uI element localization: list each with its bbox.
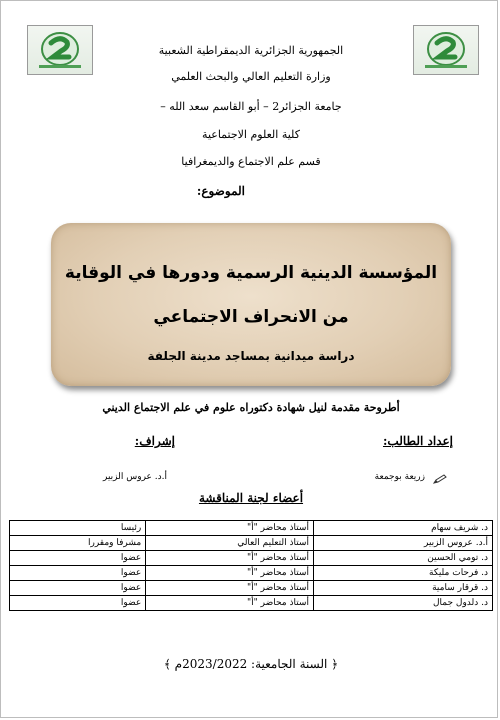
member-role: عضوا — [10, 566, 146, 581]
faculty-name: كلية العلوم الاجتماعية — [202, 128, 300, 141]
member-role: عضوا — [10, 551, 146, 566]
table-row — [10, 581, 493, 596]
student-name: زريعة بوجمعة — [374, 472, 425, 482]
table-row — [10, 596, 493, 611]
committee-title: أعضاء لجنة المناقشة — [198, 491, 304, 505]
member-rank: أستاذ محاضر "أ" — [146, 581, 314, 596]
supervisor-name: أ.د. عروس الزبير — [102, 472, 167, 482]
department-name: قسم علم الاجتماع والديمغرافيا — [181, 155, 321, 168]
member-name: د. شريف سهام — [313, 521, 492, 536]
member-name: أ.د. عروس الزبير — [313, 536, 492, 551]
republic-name: الجمهورية الجزائرية الديمقراطية الشعبية — [158, 44, 344, 57]
table-row — [10, 566, 493, 581]
member-role: رئيسا — [10, 521, 146, 536]
member-name: د. دلدول جمال — [313, 596, 492, 611]
university-name: جامعة الجزائر2 – أبو القاسم سعد الله – — [160, 100, 342, 113]
member-rank: أستاذ محاضر "أ" — [146, 596, 314, 611]
member-rank: أستاذ محاضر "أ" — [146, 551, 314, 566]
member-name: د. تومي الحسين — [313, 551, 492, 566]
student-label: إعداد الطالب: — [382, 434, 453, 448]
thesis-title-line1: المؤسسة الدينية الرسمية ودورها في الوقاية — [64, 263, 438, 283]
member-name: د. فرحات مليكة — [313, 566, 492, 581]
member-rank: أستاذ محاضر "أ" — [146, 521, 314, 536]
supervisor-label: إشراف: — [134, 434, 175, 448]
thesis-statement: أطروحة مقدمة لنيل شهادة دكتوراه علوم في علم الاجتماع الديني — [102, 401, 400, 414]
member-role: مشرفا ومقررا — [10, 536, 146, 551]
ministry-name: وزارة التعليم العالي والبحث العلمي — [171, 70, 331, 83]
academic-year: ﴿ السنة الجامعية: 2023/2022م ﴾ — [163, 657, 339, 671]
member-rank: أستاذ التعليم العالي — [146, 536, 314, 551]
subject-label: الموضوع: — [196, 184, 245, 198]
table-row — [10, 521, 493, 536]
thesis-title-line2: من الانحراف الاجتماعي — [153, 307, 349, 327]
member-role: عضوا — [10, 581, 146, 596]
thesis-subtitle: دراسة ميدانية بمساجد مدينة الجلفة — [147, 349, 355, 363]
member-rank: أستاذ محاضر "أ" — [146, 566, 314, 581]
member-role: عضوا — [10, 596, 146, 611]
title-banner — [51, 223, 451, 386]
table-row — [10, 551, 493, 566]
table-row — [10, 536, 493, 551]
committee-table — [9, 520, 493, 611]
member-name: د. قرقار سامية — [313, 581, 492, 596]
pen-icon — [433, 474, 447, 484]
